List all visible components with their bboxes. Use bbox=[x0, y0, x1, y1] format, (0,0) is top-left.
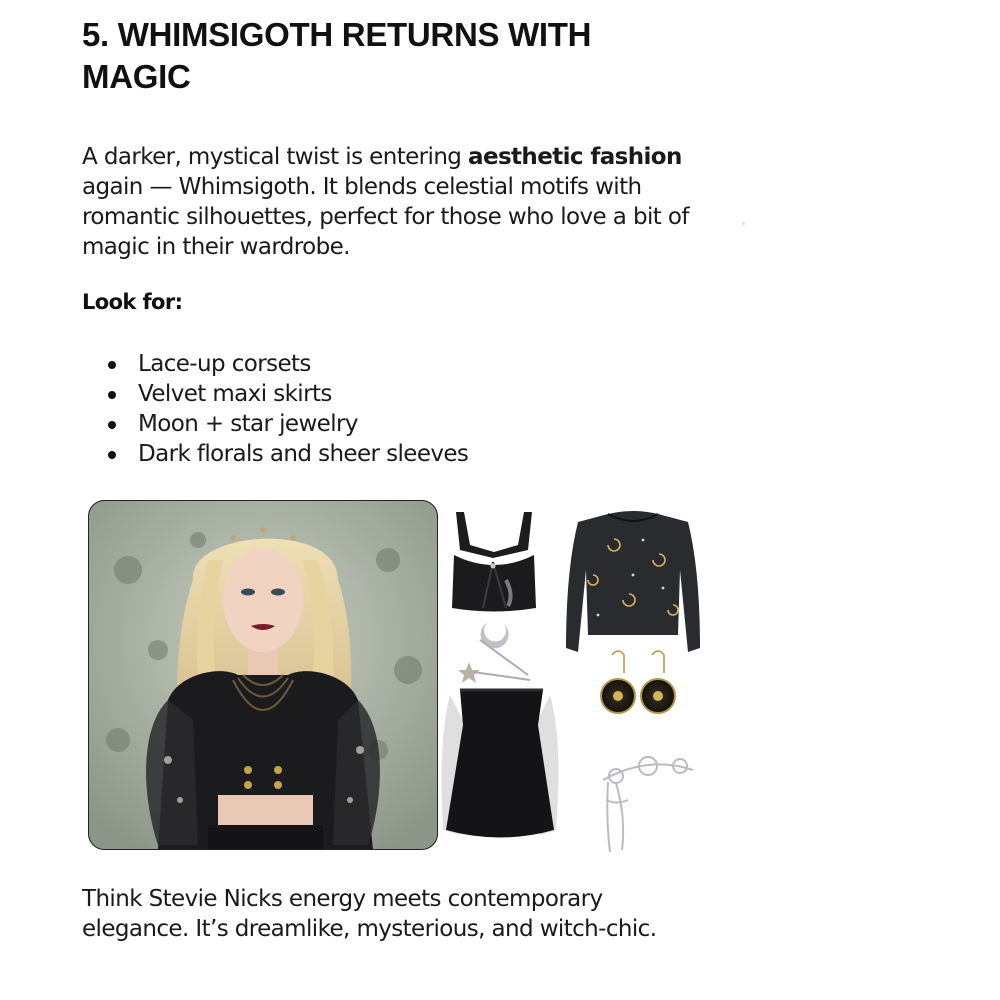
intro-paragraph bbox=[82, 142, 722, 262]
model-photo bbox=[88, 500, 438, 855]
moon-earrings bbox=[601, 651, 675, 713]
closing-paragraph: Think Stevie Nicks energy meets contemporary elegance. It’s dreamlike, mysterious, and witch-chic. bbox=[82, 886, 657, 942]
corset-top bbox=[452, 512, 536, 612]
page-title: 5. WHIMSIGOTH RETURNS WITH MAGIC bbox=[82, 16, 592, 95]
intro-text-start: A darker, mystical twist is entering bbox=[82, 144, 469, 170]
moon-star-hairpins bbox=[458, 622, 530, 683]
mesh-moon-top bbox=[566, 511, 700, 652]
list-item: Dark florals and sheer sleeves bbox=[104, 439, 468, 469]
stray-dot bbox=[742, 222, 745, 225]
off-shoulder-dress bbox=[442, 690, 559, 838]
list-item: Velvet maxi skirts bbox=[104, 379, 468, 409]
list-item: Moon + star jewelry bbox=[104, 409, 468, 439]
look-for-heading: Look for: bbox=[82, 290, 183, 314]
list-item: Lace-up corsets bbox=[104, 349, 468, 379]
outfit-collage bbox=[88, 500, 718, 860]
chain-bracelet bbox=[603, 757, 693, 852]
intro-text-end: again — Whimsigoth. It blends celestial motifs with romantic silhouettes, perfect for those who love a bit of magic in their wardrobe. bbox=[82, 174, 689, 260]
look-for-list bbox=[104, 349, 468, 469]
intro-bold-link-text: aesthetic fashion bbox=[468, 144, 682, 170]
